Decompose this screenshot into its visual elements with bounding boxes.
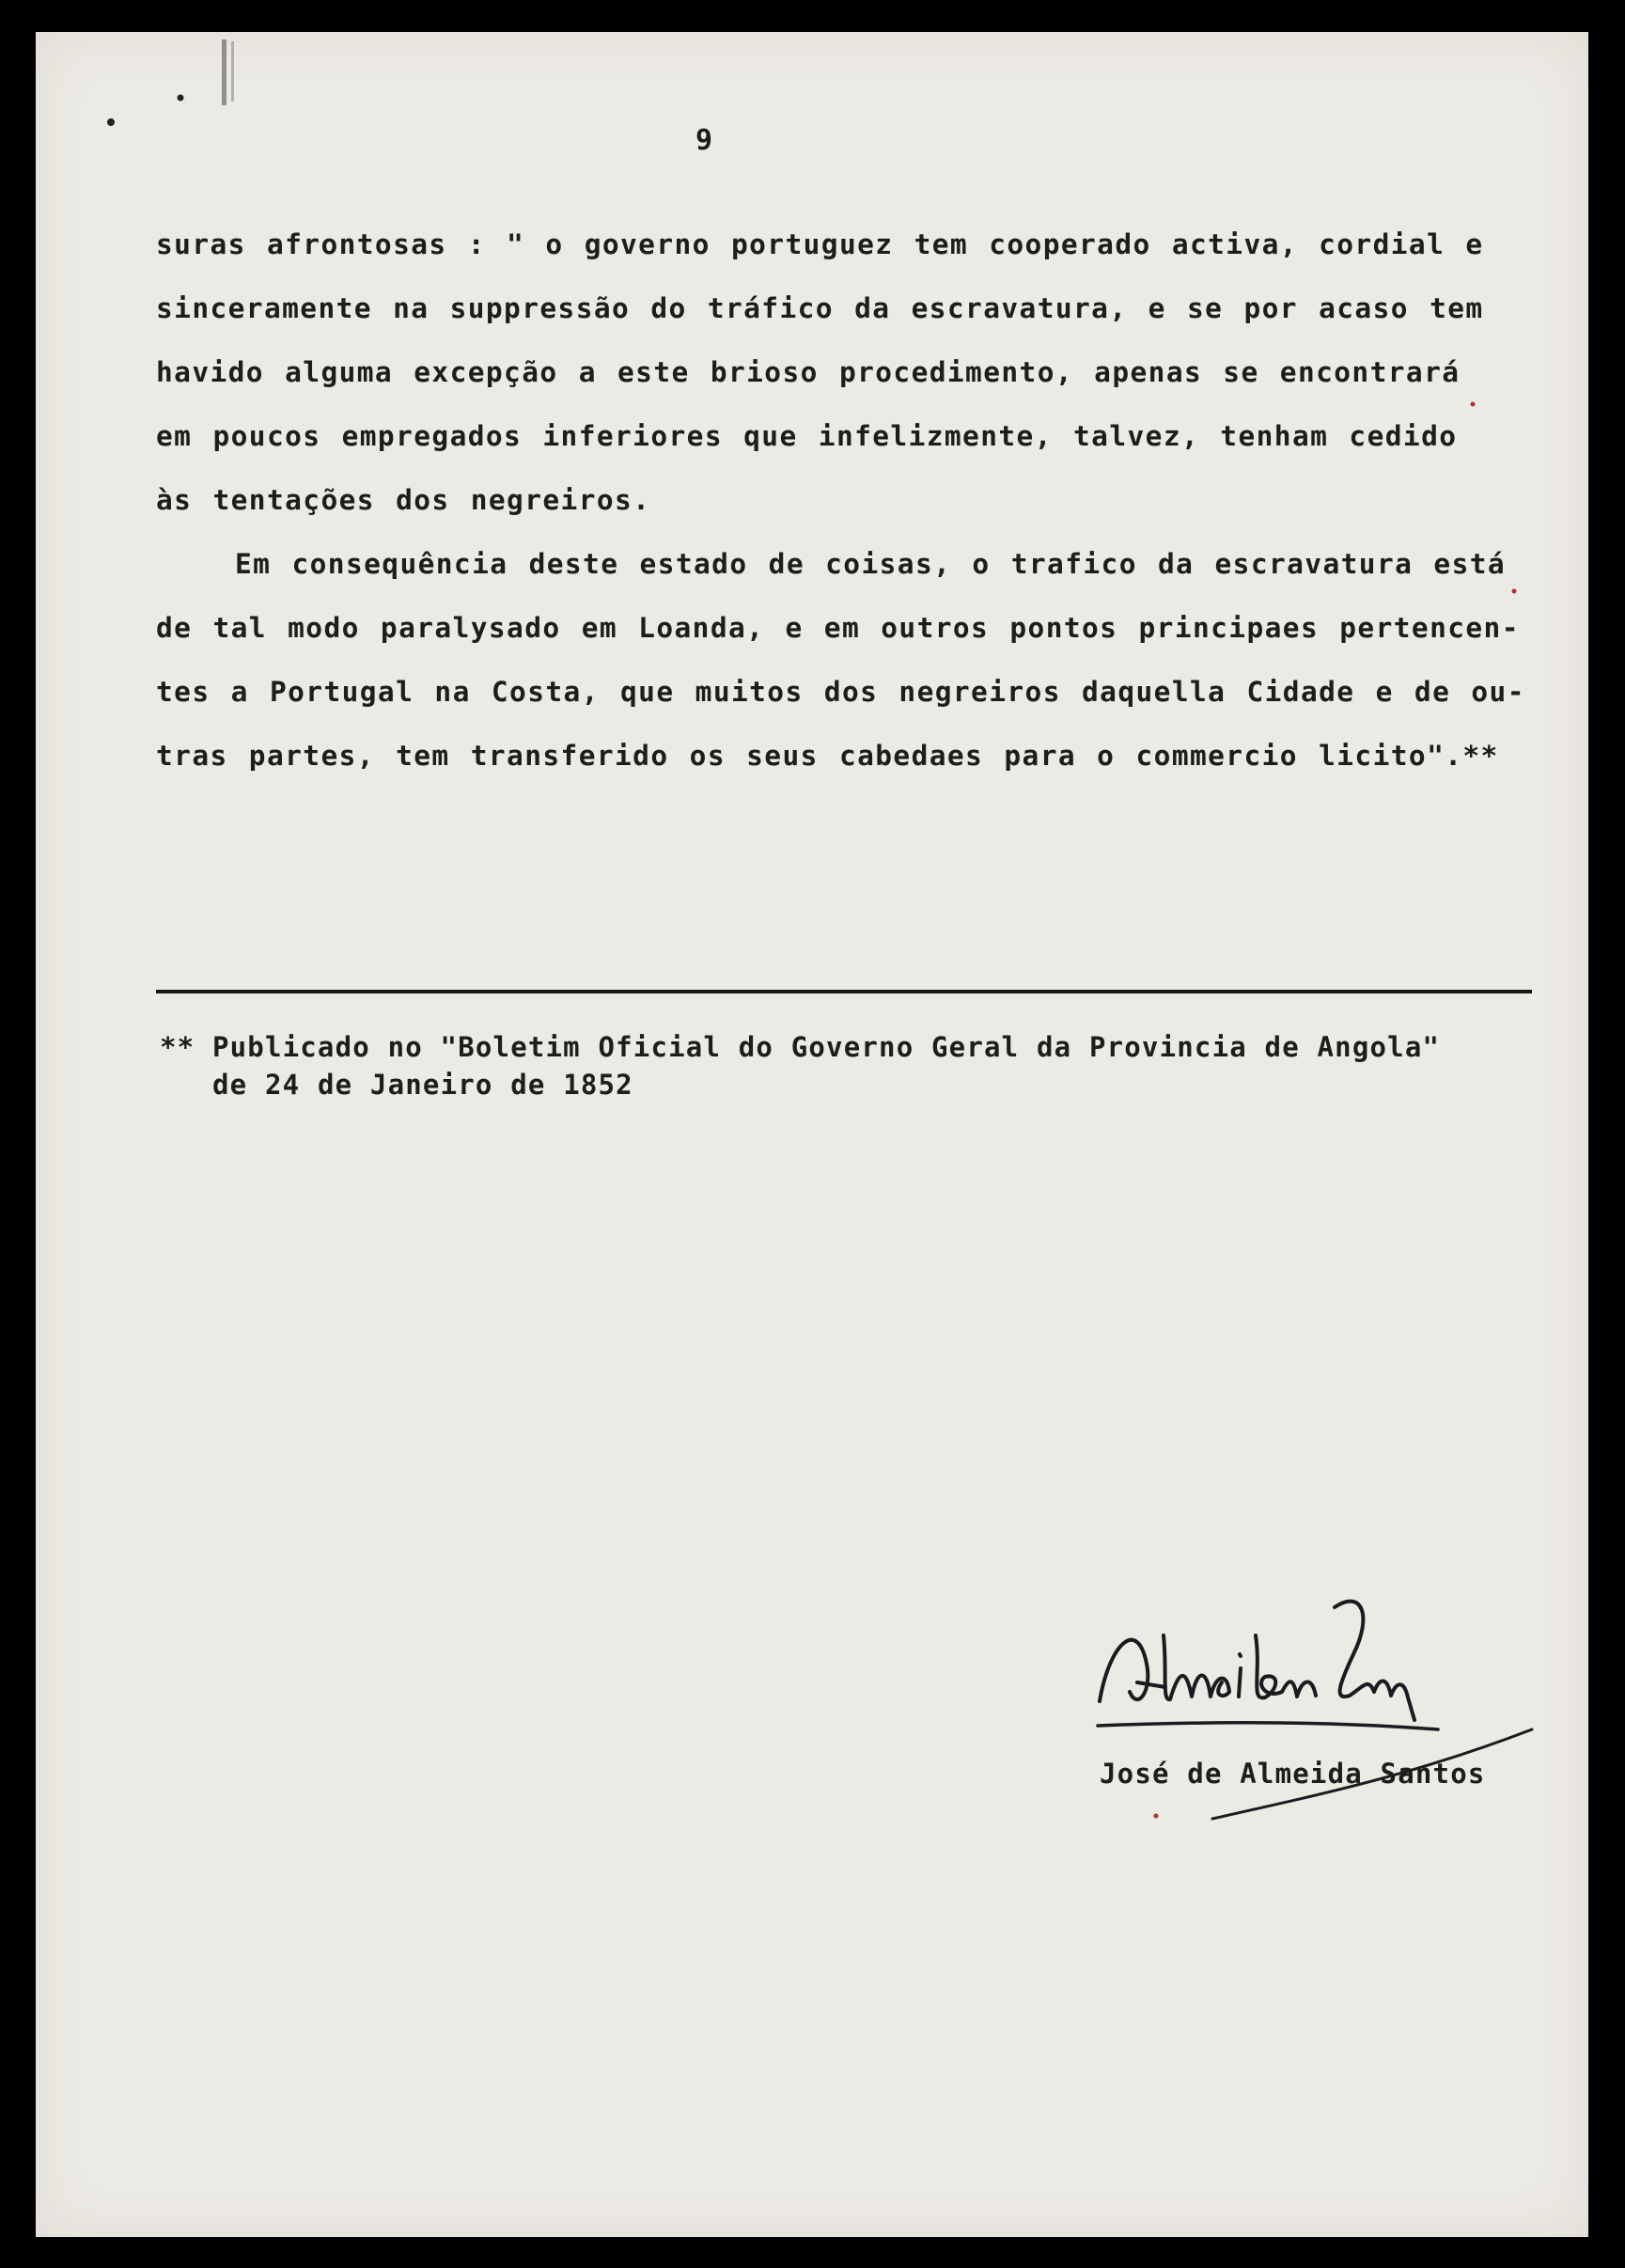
typed-signatory-name: José de Almeida Santos — [1100, 1758, 1486, 1790]
signature-block — [1081, 1579, 1551, 1842]
signature-underline — [1098, 1723, 1438, 1729]
footnote-divider — [156, 990, 1532, 993]
body-line: sinceramente na suppressão do tráfico da escravatura, e se por acaso tem — [156, 292, 1484, 324]
footnote-line: de 24 de Janeiro de 1852 — [212, 1069, 633, 1101]
body-line: Em consequência deste estado de coisas, o trafico da escravatura está — [235, 548, 1507, 580]
body-line: tras partes, tem transferido os seus cabedaes para o commercio licito".** — [156, 740, 1499, 772]
page-number: 9 — [695, 124, 713, 157]
body-line: em poucos empregados inferiores que infelizmente, talvez, tenham cedido — [156, 420, 1458, 452]
footnote — [160, 1028, 1570, 1103]
handwritten-signature — [1081, 1579, 1551, 1842]
body-line: às tentações dos negreiros. — [156, 484, 651, 516]
body-text — [156, 212, 1547, 788]
footnote-line: ** Publicado no "Boletim Oficial do Governo Geral da Provincia de Angola" — [160, 1031, 1441, 1063]
body-line: havido alguma excepção a este brioso procedimento, apenas se encontrará — [156, 356, 1461, 388]
body-line: suras afrontosas : " o governo portuguez tem cooperado activa, cordial e — [156, 228, 1484, 260]
body-line: de tal modo paralysado em Loanda, e em outros pontos principaes pertencen- — [156, 612, 1520, 644]
body-line: tes a Portugal na Costa, que muitos dos negreiros daquella Cidade e de ou- — [156, 676, 1525, 708]
